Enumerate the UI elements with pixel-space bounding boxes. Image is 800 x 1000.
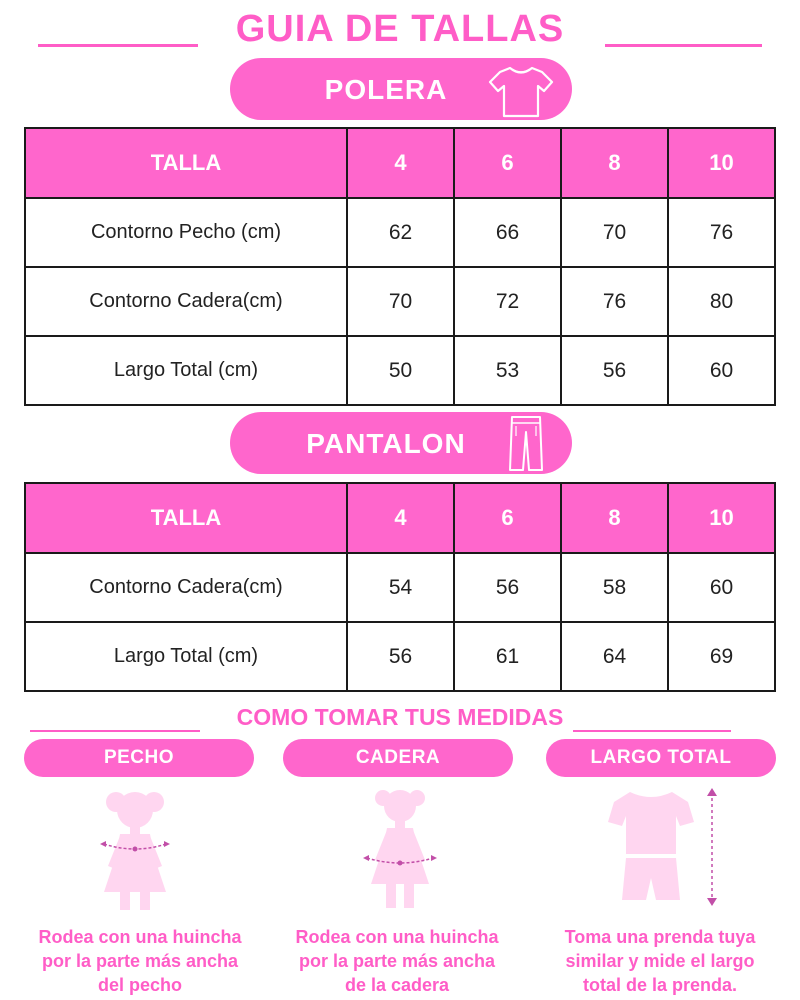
row-label: Contorno Cadera(cm)	[25, 553, 347, 622]
section-header-polera	[230, 58, 572, 120]
description-line: de la cadera	[344, 975, 450, 995]
table-row	[25, 198, 775, 267]
measure-description-pecho	[15, 925, 265, 997]
table-cell: 64	[561, 622, 668, 691]
description-line: por la parte más ancha	[41, 951, 239, 971]
column-header: 6	[454, 483, 561, 553]
table-cell: 53	[454, 336, 561, 405]
measure-label-pecho: PECHO	[24, 739, 254, 777]
table-cell: 69	[668, 622, 775, 691]
column-header: 4	[347, 128, 454, 198]
row-label: Largo Total (cm)	[25, 622, 347, 691]
column-header: 6	[454, 128, 561, 198]
table-cell: 50	[347, 336, 454, 405]
table-cell: 66	[454, 198, 561, 267]
girl-hip-measure-icon	[355, 782, 445, 917]
table-row	[25, 553, 775, 622]
howto-title: COMO TOMAR TUS MEDIDAS	[236, 704, 564, 730]
column-header: 8	[561, 483, 668, 553]
description-line: del pecho	[97, 975, 182, 995]
table-cell: 58	[561, 553, 668, 622]
polera-size-table	[24, 127, 776, 406]
section-header-pantalon	[230, 412, 572, 474]
title-row	[0, 6, 800, 56]
description-line: Rodea con una huincha	[295, 927, 499, 947]
table-header-row	[25, 483, 775, 553]
table-cell: 54	[347, 553, 454, 622]
column-header: 10	[668, 128, 775, 198]
measure-description-cadera	[272, 925, 522, 997]
girl-chest-measure-icon	[90, 782, 180, 917]
garment-length-icon	[600, 782, 730, 917]
row-label: Contorno Pecho (cm)	[25, 198, 347, 267]
pants-icon	[506, 414, 546, 477]
table-cell: 60	[668, 336, 775, 405]
table-cell: 60	[668, 553, 775, 622]
table-row	[25, 267, 775, 336]
description-line: Toma una prenda tuya	[564, 927, 756, 947]
measure-label-largo-total: LARGO TOTAL	[546, 739, 776, 777]
table-row	[25, 336, 775, 405]
measure-description-largo-total	[535, 925, 785, 997]
table-cell: 56	[454, 553, 561, 622]
howto-divider-right	[573, 730, 731, 732]
description-line: por la parte más ancha	[298, 951, 496, 971]
section-label-pantalon: PANTALON	[306, 428, 466, 459]
table-header-row	[25, 128, 775, 198]
tshirt-icon	[488, 64, 554, 125]
page-title: GUIA DE TALLAS	[235, 8, 565, 50]
howto-title-row	[0, 700, 800, 736]
table-cell: 72	[454, 267, 561, 336]
table-cell: 62	[347, 198, 454, 267]
measure-label-cadera: CADERA	[283, 739, 513, 777]
table-cell: 76	[561, 267, 668, 336]
column-header: 8	[561, 128, 668, 198]
pantalon-size-table	[24, 482, 776, 692]
row-label: Contorno Cadera(cm)	[25, 267, 347, 336]
table-cell: 56	[561, 336, 668, 405]
column-header: 4	[347, 483, 454, 553]
table-cell: 80	[668, 267, 775, 336]
table-cell: 61	[454, 622, 561, 691]
title-divider-right	[605, 44, 762, 47]
table-cell: 56	[347, 622, 454, 691]
table-row	[25, 622, 775, 691]
description-line: similar y mide el largo	[565, 951, 755, 971]
column-header: 10	[668, 483, 775, 553]
column-header: TALLA	[25, 128, 347, 198]
description-line: total de la prenda.	[582, 975, 738, 995]
column-header: TALLA	[25, 483, 347, 553]
table-cell: 76	[668, 198, 775, 267]
row-label: Largo Total (cm)	[25, 336, 347, 405]
section-label-polera: POLERA	[324, 74, 448, 105]
description-line: Rodea con una huincha	[38, 927, 242, 947]
table-cell: 70	[347, 267, 454, 336]
table-cell: 70	[561, 198, 668, 267]
